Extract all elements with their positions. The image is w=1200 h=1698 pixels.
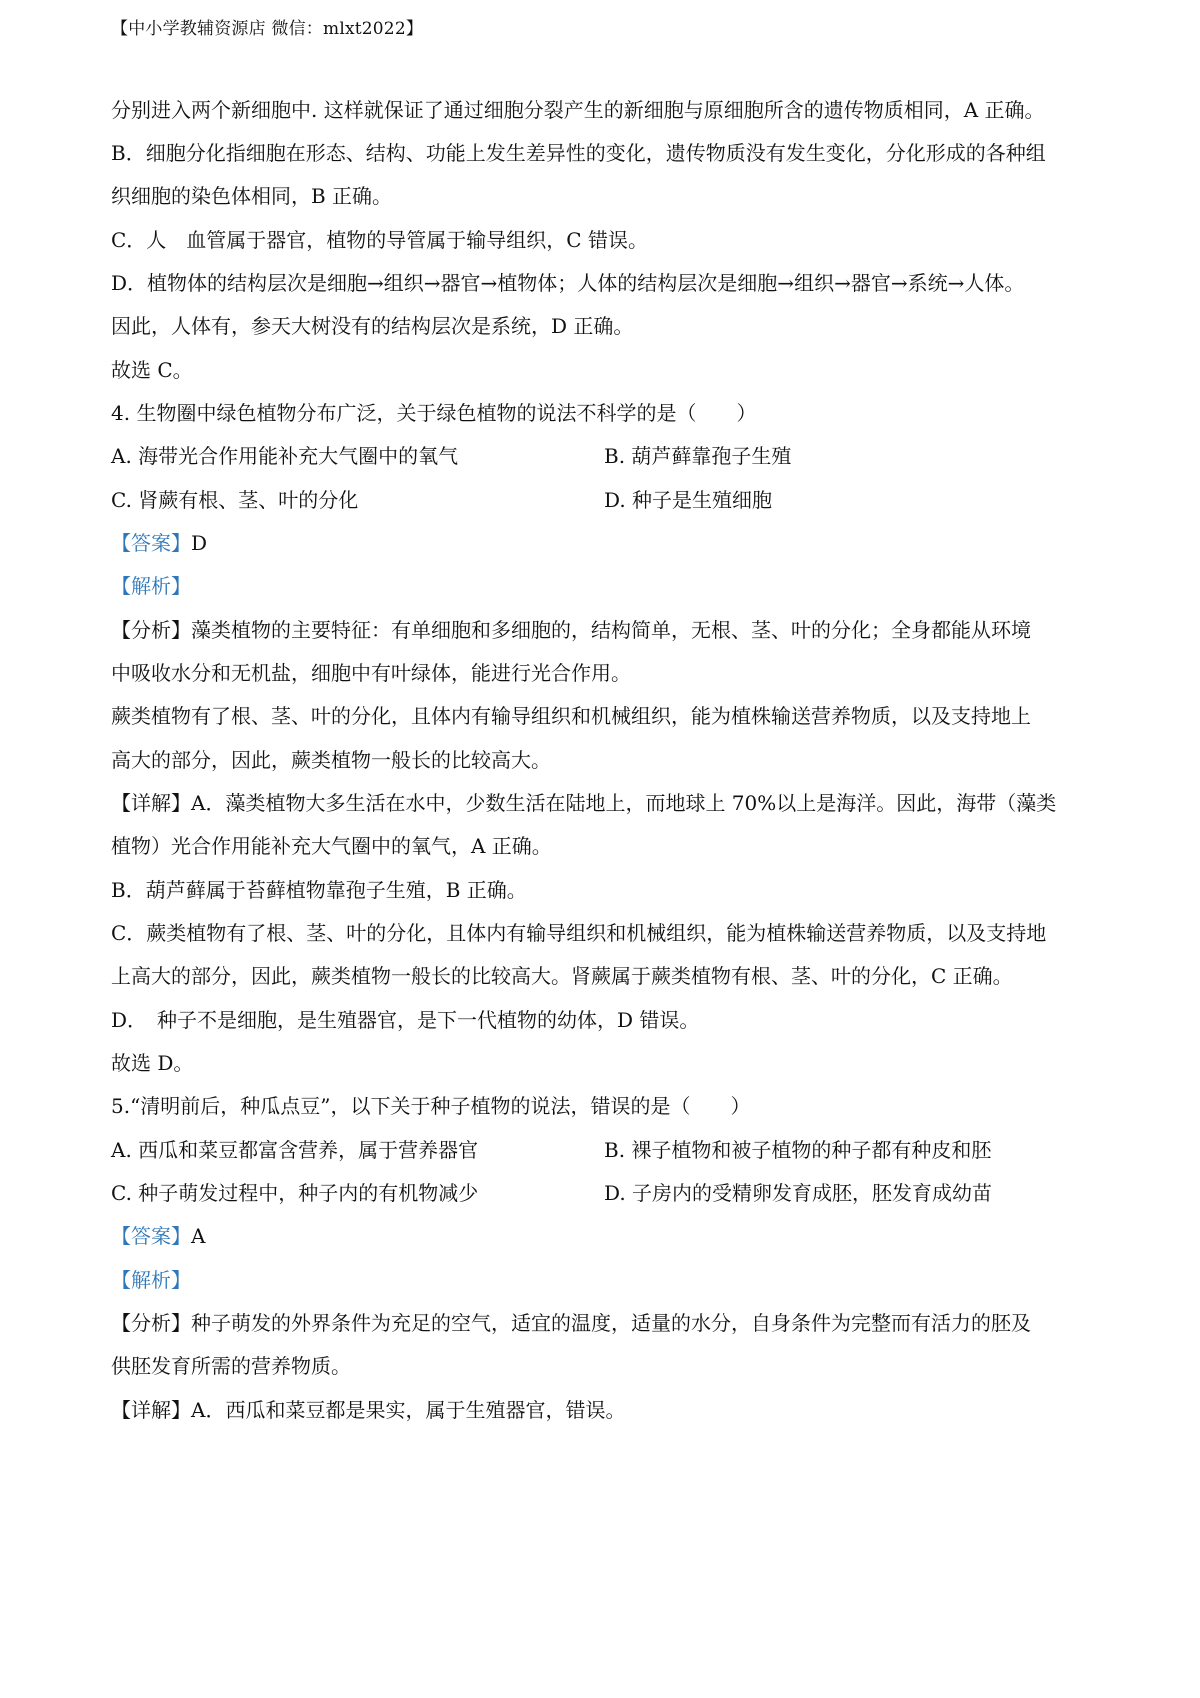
q3-text-line-3: 织细胞的染色体相同，B 正确。	[111, 184, 393, 208]
q5-stem: 5.“清明前后，种瓜点豆”，以下关于种子植物的说法，错误的是（ ）	[111, 1094, 751, 1118]
q5-option-c: C. 种子萌发过程中，种子内的有机物减少	[111, 1181, 479, 1205]
q3-text-line-5: D．植物体的结构层次是细胞→组织→器官→植物体；人体的结构层次是细胞→组织→器官→系统→人体。	[111, 271, 1025, 295]
fenxi-tag: 【分析】	[111, 1311, 191, 1335]
answer-tag: 【答案】	[111, 531, 191, 555]
q4-fenxi-line-2: 中吸收水分和无机盐，细胞中有叶绿体，能进行光合作用。	[111, 661, 631, 685]
q4-conclusion: 故选 D。	[111, 1051, 194, 1075]
xiangjie-text: A．藻类植物大多生活在水中，少数生活在陆地上，而地球上 70%以上是海洋。因此，海带（藻类	[191, 791, 1057, 815]
q3-text-line-4: C．人 血管属于器官，植物的导管属于输导组织，C 错误。	[111, 228, 648, 252]
q4-option-b: B. 葫芦藓靠孢子生殖	[604, 444, 792, 468]
fenxi-text: 藻类植物的主要特征：有单细胞和多细胞的，结构简单，无根、茎、叶的分化；全身都能从环境	[191, 618, 1031, 642]
q5-fenxi-line-1	[111, 1309, 1031, 1337]
q4-xiangjie-line-4: C．蕨类植物有了根、茎、叶的分化，且体内有输导组织和机械组织，能为植株输送营养物质，以及支持地	[111, 921, 1047, 945]
xiangjie-tag: 【详解】	[111, 791, 191, 815]
q4-fenxi-line-4: 高大的部分，因此，蕨类植物一般长的比较高大。	[111, 748, 551, 772]
q5-analysis-tag	[111, 1266, 191, 1294]
page-header: 【中小学教辅资源店 微信：mlxt2022】	[111, 19, 424, 39]
q4-stem: 4. 生物圈中绿色植物分布广泛，关于绿色植物的说法不科学的是（ ）	[111, 401, 757, 425]
q4-xiangjie-line-2: 植物）光合作用能补充大气圈中的氧气，A 正确。	[111, 834, 552, 858]
q4-fenxi-line-3: 蕨类植物有了根、茎、叶的分化，且体内有输导组织和机械组织，能为植株输送营养物质，以及支持地上	[111, 704, 1031, 728]
q5-option-a: A. 西瓜和菜豆都富含营养，属于营养器官	[111, 1138, 479, 1162]
fenxi-tag: 【分析】	[111, 618, 191, 642]
fenxi-text: 种子萌发的外界条件为充足的空气，适宜的温度，适量的水分，自身条件为完整而有活力的胚及	[191, 1311, 1031, 1335]
q4-xiangjie-line-5: 上高大的部分，因此，蕨类植物一般长的比较高大。肾蕨属于蕨类植物有根、茎、叶的分化，C 正确。	[111, 964, 1013, 988]
xiangjie-text: A．西瓜和菜豆都是果实，属于生殖器官，错误。	[191, 1398, 626, 1422]
xiangjie-tag: 【详解】	[111, 1398, 191, 1422]
q4-xiangjie-line-1	[111, 789, 1056, 817]
analysis-tag: 【解析】	[111, 574, 191, 598]
q4-analysis-tag	[111, 572, 191, 600]
q3-text-line-6: 因此，人体有，参天大树没有的结构层次是系统，D 正确。	[111, 314, 634, 338]
q5-xiangjie-line-1	[111, 1396, 625, 1424]
q5-option-d: D. 子房内的受精卵发育成胚，胚发育成幼苗	[604, 1181, 993, 1205]
q5-option-b: B. 裸子植物和被子植物的种子都有种皮和胚	[604, 1138, 992, 1162]
answer-tag: 【答案】	[111, 1224, 191, 1248]
q5-answer-line	[111, 1222, 205, 1250]
q5-fenxi-line-2: 供胚发育所需的营养物质。	[111, 1354, 351, 1378]
answer-value: A	[191, 1224, 206, 1248]
q4-xiangjie-line-3: B．葫芦藓属于苔藓植物靠孢子生殖，B 正确。	[111, 878, 527, 902]
answer-value: D	[191, 531, 208, 555]
q4-xiangjie-line-6: D． 种子不是细胞，是生殖器官，是下一代植物的幼体，D 错误。	[111, 1008, 700, 1032]
q4-option-d: D. 种子是生殖细胞	[604, 488, 773, 512]
q4-answer-line	[111, 529, 207, 557]
q4-option-a: A. 海带光合作用能补充大气圈中的氧气	[111, 444, 459, 468]
q3-text-line-1: 分别进入两个新细胞中. 这样就保证了通过细胞分裂产生的新细胞与原细胞所含的遗传物质相同，A 正确。	[111, 98, 1045, 122]
q3-conclusion: 故选 C。	[111, 358, 193, 382]
q3-text-line-2: B．细胞分化指细胞在形态、结构、功能上发生差异性的变化，遗传物质没有发生变化，分化形成的各种组	[111, 141, 1046, 165]
analysis-tag: 【解析】	[111, 1268, 191, 1292]
q4-option-c: C. 肾蕨有根、茎、叶的分化	[111, 488, 359, 512]
q4-fenxi-line-1	[111, 616, 1031, 644]
